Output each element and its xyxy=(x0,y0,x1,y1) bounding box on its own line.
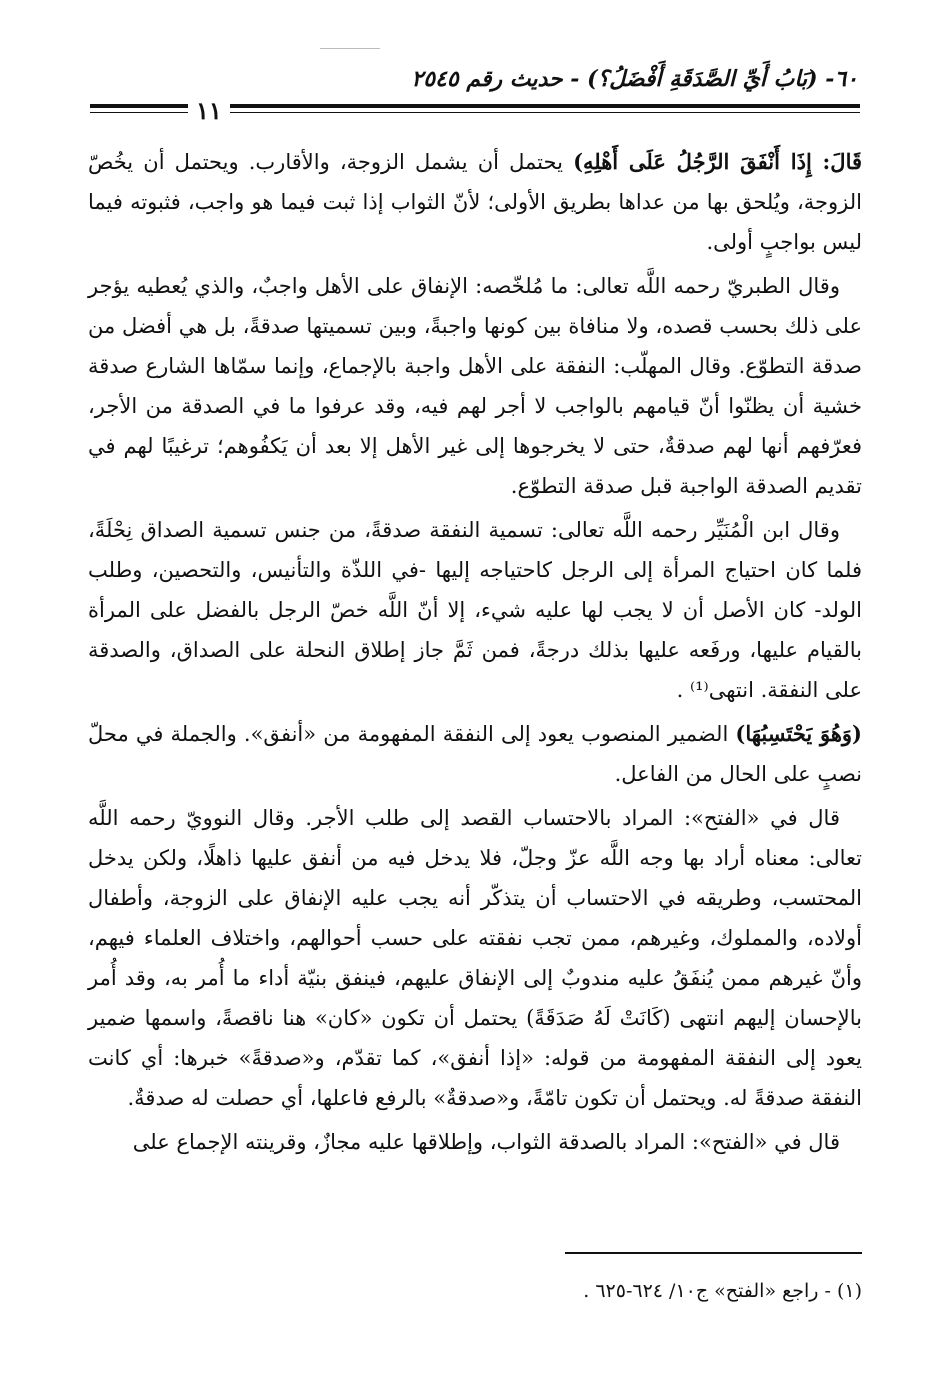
top-mark xyxy=(320,48,380,49)
paragraph xyxy=(88,714,862,794)
paragraph-text: يحتمل أن يشمل الزوجة، والأقارب. ويحتمل أن يخُصّ الزوجة، ويُلحق بها من عداها بطريق الأولى؛ لأنّ الثواب إذا ثبت فيما هو واجب، فثبوته فيما ليس بواجبٍ أولى. xyxy=(88,150,862,254)
footnote: (١) - راجع «الفتح» ج١٠/ ٦٢٤-٦٢٥ . xyxy=(583,1280,862,1302)
paragraph-text: قال في «الفتح»: المراد بالاحتساب القصد إلى طلب الأجر. وقال النوويّ رحمه اللَّه تعالى: معناه أراد بها وجه اللَّه عزّ وجلّ، فلا يدخل فيه من أنفق عليها ذاهلًا، ولكن يدخل المحتسب، وطريقه في الاحتساب أن يتذكّر أنه يجب عليه الإنفاق على الزوجة، وأطفال أولاده، والمملوك، وغيرهم، ممن تجب نفقته على حسب أحوالهم، واختلاف العلماء فيهم، وأنّ غيرهم ممن يُنفَقُ عليه مندوبٌ إلى الإنفاق عليهم، فينفق بنيّة أداء ما أُمر به، وقد أُمر بالإحسان إليهم انتهى (كَانَتْ لَهُ صَدَقَةً) يحتمل أن تكون «كان» هنا ناقصةً، واسمها ضمير يعود إلى النفقة المفهومة من قوله: «إذا أنفق»، كما تقدّم، و«صدقةً» خبرها: أي كانت النفقة صدقةً له. ويحتمل أن تكون تامّةً، و«صدقةٌ» بالرفع فاعلها، أي حصلت له صدقةٌ. xyxy=(88,806,862,1110)
paragraph xyxy=(88,1122,862,1162)
paragraph xyxy=(88,142,862,262)
paragraph xyxy=(88,798,862,1118)
paragraph-text: وقال ابن الْمُنَيِّر رحمه اللَّه تعالى: تسمية النفقة صدقةً، من جنس تسمية الصداق نِحْلَةً، فلما كان احتياج المرأة إلى الرجل كاحتياجه إليها -في اللذّة والتأنيس، والتحصين، وطلب الولد- كان الأصل أن لا يجب لها عليه شيء، إلا أنّ اللَّه خصّ الرجل بالفضل على المرأة بالقيام عليها، ورفَعه عليها بذلك درجةً، فمن ثَمَّ جاز إطلاق النحلة على الصداق، والصدقة على النفقة. انتهى⁽¹⁾ . xyxy=(88,518,862,702)
paragraph xyxy=(88,510,862,710)
paragraph-text: قال في «الفتح»: المراد بالصدقة الثواب، وإطلاقها عليه مجازٌ، وقرينته الإجماع على xyxy=(132,1130,840,1154)
hadith-quote: قَالَ: إِذَا أَنْفَقَ الرَّجُلُ عَلَى أَهْلِهِ) xyxy=(573,149,863,174)
paragraph xyxy=(88,266,862,506)
hadith-quote: (وَهُوَ يَحْتَسِبُهَا) xyxy=(735,721,862,746)
body-text xyxy=(88,142,862,1166)
page-header: ٦٠- (بَابُ أَيِّ الصَّدَقَةِ أَفْضَلُ؟) - حديث رقم ٢٥٤٥ xyxy=(411,66,858,92)
page-number: ١١ xyxy=(188,96,230,125)
footnote-rule xyxy=(565,1252,862,1254)
paragraph-text: الضمير المنصوب يعود إلى النفقة المفهومة من «أنفق». والجملة في محلّ نصبٍ على الحال من الفاعل. xyxy=(88,722,862,786)
paragraph-text: وقال الطبريّ رحمه اللَّه تعالى: ما مُلخّصه: الإنفاق على الأهل واجبٌ، والذي يُعطيه يؤجر على ذلك بحسب قصده، ولا منافاة بين كونها واجبةً، وبين تسميتها صدقةً، بل هي أفضل من صدقة التطوّع. وقال المهلّب: النفقة على الأهل واجبة بالإجماع، وإنما سمّاها الشارع صدقة خشية أن يظنّوا أنّ قيامهم بالواجب لا أجر لهم فيه، وقد عرفوا ما في الصدقة من الأجر، فعرّفهم أنها لهم صدقةٌ، حتى لا يخرجوها إلى غير الأهل إلا بعد أن يَكفُوهم؛ ترغيبًا لهم في تقديم الصدقة الواجبة قبل صدقة التطوّع. xyxy=(88,274,862,498)
